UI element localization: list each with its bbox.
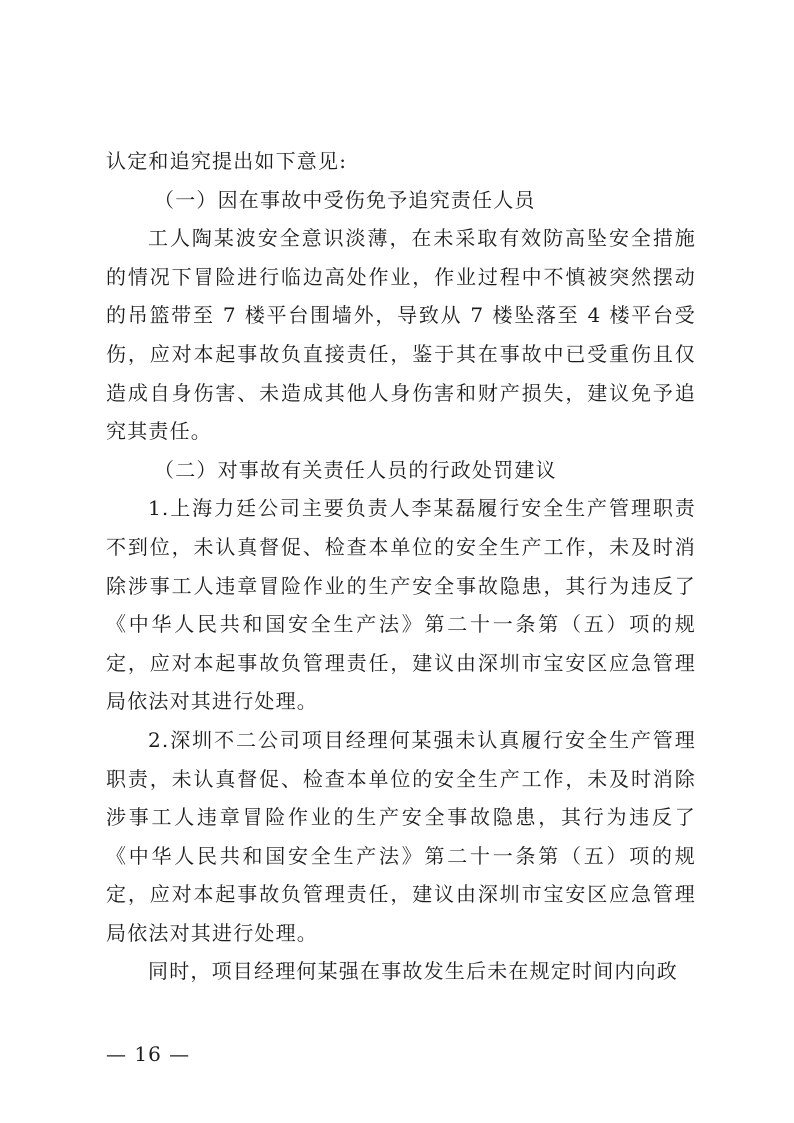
paragraph-item-1: 1.上海力廷公司主要负责人李某磊履行安全生产管理职责不到位，未认真督促、检查本单位的安全生产工作，未及时消除涉事工人违章冒险作业的生产安全事故隐患，其行为违反了《中华人民共和国安全生产法》第二十一条第（五）项的规定，应对本起事故负管理责任，建议由深圳市宝安区应急管理局依法对其进行处理。 — [106, 496, 696, 714]
paragraph-continuation: 同时，项目经理何某强在事故发生后未在规定时间内向政 — [148, 959, 678, 984]
section-heading-2: （二）对事故有关责任人员的行政处罚建议 — [154, 457, 557, 482]
paragraph-intro-continuation: 认定和追究提出如下意见: — [106, 149, 348, 173]
paragraph-item-2: 2.深圳不二公司项目经理何某强未认真履行安全生产管理职责，未认真督促、检查本单位的安全生产工作，未及时消除涉事工人违章冒险作业的生产安全事故隐患，其行为违反了《中华人民共和国安全生产法》第二十一条第（五）项的规定，应对本起事故负管理责任，建议由深圳市宝安区应急管理局依法对其进行处理。 — [106, 727, 696, 945]
page-number: — 16 — — [106, 1042, 191, 1066]
section-heading-1: （一）因在事故中受伤免予追究责任人员 — [154, 187, 536, 212]
document-body — [106, 142, 696, 991]
paragraph-worker-responsibility: 工人陶某波安全意识淡薄，在未采取有效防高坠安全措施的情况下冒险进行临边高处作业，作业过程中不慎被突然摆动的吊篮带至 7 楼平台围墙外，导致从 7 楼坠落至 4 楼平台受伤，应对本起事故负直接责任，鉴于其在事故中已受重伤且仅造成自身伤害、未造成其他人身伤害和财产损失，建议免予追究其责任。 — [106, 226, 696, 444]
